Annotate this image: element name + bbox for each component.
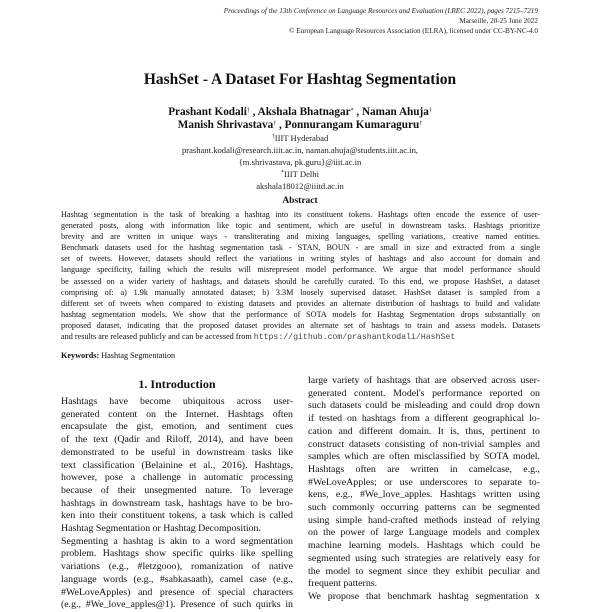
text-line: Hashtags have become ubiquitous across user-	[61, 396, 293, 407]
abstract-heading: Abstract	[282, 196, 318, 206]
abstract-line: Hashtag segmentation is the task of breaking a hashtag into its constituent tokens. Hashtags often encode the essence of user-	[61, 210, 540, 219]
affiliation-mark: *	[281, 170, 285, 176]
author-name: , Naman Ahuja	[356, 106, 429, 118]
abstract-line: language specificity, failing which the results will misrepresent model performance. We argue that model performance should	[61, 265, 540, 275]
dataset-link[interactable]: https://github.com/prashantkodali/HashSet	[253, 333, 456, 343]
text-line: text classification (Belainine et al., 2016). Hashtags,	[61, 459, 293, 471]
text-line: Hashtags often are written in camelcase, e.g.,	[308, 463, 540, 475]
text-line: generated content. Model's performance reported on	[308, 387, 540, 399]
text-line: We propose that benchmark hashtag segmentation x	[308, 590, 540, 602]
email-line: prashant.kodali@research.iiit.ac.in, naman.ahuja@students.iiit.ac.in,	[181, 145, 419, 155]
author-list	[0, 106, 600, 132]
author-name: , Ponnurangam Kumaraguru	[279, 119, 420, 131]
proceedings-line: Proceedings of the 13th Conference on Language Resources and Evaluation (LREC 2022), pages 7215–7219	[223, 7, 538, 15]
author-name: Prashant Kodali	[168, 106, 247, 118]
abstract-line: comprising of: a) 1.9k manually annotated dataset; b) 3.3M loosely supervised dataset. HashSet dataset is sampled from a	[61, 287, 540, 297]
text-line: such commonly occurring patterns can be segmented	[308, 502, 540, 514]
text-line: #WeLoveApples) and presence of special characters	[61, 586, 293, 598]
text-line: machine learning models. Hashtags which could be	[308, 540, 540, 552]
text-line: if tested on hashtags from a different geographical lo-	[308, 413, 540, 425]
affiliation-mark: †	[246, 108, 250, 114]
text-line: of the text (Qadir and Riloff, 2014), and have been	[61, 434, 293, 446]
email-line: {m.shrivastava, pk.guru}@iiit.ac.in	[238, 157, 362, 167]
text-line: encapsulate the gist, emotion, and sentiment cues	[61, 421, 293, 433]
abstract-body	[61, 209, 540, 343]
text-line: variations (e.g., #letzgooo), romanization of native	[61, 561, 293, 573]
keywords-label: Keywords:	[61, 351, 100, 360]
page-header	[224, 6, 538, 36]
text-line: Hashtag Segmentation or Hashtag Decomposition.	[61, 523, 261, 535]
text-line: samples which are often misclassified by SOTA model.	[308, 451, 540, 463]
text-line: (e.g., #We_love_apples@1). Presence of such quirks in	[61, 599, 293, 611]
abstract-line	[61, 331, 540, 343]
abstract-line: Benchmark datasets used for the hashtag segmentation task - STAN, BOUN - are small in size and extracted from a single	[61, 243, 540, 253]
paragraph	[61, 396, 293, 536]
text-line: hashtags in downstream task, hashtags have to be bro-	[61, 497, 293, 509]
text-line: on the power of large Language models and complex	[308, 527, 540, 539]
section-heading-introduction: 1. Introduction	[138, 377, 216, 391]
right-column	[308, 375, 540, 604]
keywords-value: Hashtag Segmentation	[101, 351, 176, 360]
affiliation-mark: †	[428, 108, 432, 114]
text-line: because of their unsegmented nature. To leverage	[61, 484, 293, 496]
abstract-line: set of tweets. However, datasets should reflect the variations in writing styles of hashtags and also account for domain and	[61, 254, 540, 264]
text-line: segmented using such strategies are relatively easy for	[308, 552, 540, 564]
author-name: Manish Shrivastava	[177, 119, 274, 131]
affiliation-name: IIIT Delhi	[284, 169, 319, 179]
license-line: © European Language Resources Association (ELRA), licensed under CC-BY-NC-4.0	[289, 27, 538, 35]
text-line: language words (e.g., #sabkasaath), camel case (e.g.,	[61, 573, 293, 585]
location-line: Marseille, 20-25 June 2022	[459, 17, 538, 25]
keywords	[61, 351, 175, 360]
paragraph	[308, 591, 540, 604]
text-line: #WeLoveApples; or use underscores to separate to-	[308, 476, 540, 488]
author-name: , Akshala Bhatnagar	[252, 106, 351, 118]
text-line: large variety of hashtags that are observed across user-	[308, 375, 540, 386]
text-line: cation and different domain. It is, thus, pertinent to	[308, 425, 540, 437]
affiliations	[0, 132, 600, 192]
text-line: ken into their constituent tokens, a task which is called	[61, 510, 293, 522]
affiliation-name: IIIT Hyderabad	[274, 133, 329, 143]
text-line: however, pose a challenge in automatic processing	[61, 472, 293, 484]
left-column	[61, 396, 293, 612]
text-line: demonstrated to be useful in downstream tasks like	[61, 446, 293, 458]
abstract-line: generated posts, along with information like topic and sentiment, which are useful in downstream tasks. Hashtags prioritize	[61, 221, 540, 231]
text-line: construct datasets consisting of non-trivial samples and	[308, 438, 540, 450]
text-line: using simple hand-crafted methods instead of relying	[308, 514, 540, 526]
abstract-text: and results are released publicly and can be accessed from	[61, 332, 254, 342]
paragraph	[61, 536, 293, 612]
affiliation-mark: †	[271, 134, 275, 140]
affiliation-mark: †	[419, 121, 423, 127]
text-line: Segmenting a hashtag is akin to a word segmentation	[61, 535, 293, 547]
text-line: problem. Hashtags show specific quirks like spelling	[61, 548, 293, 560]
text-line: generated content on the Internet. Hashtags often	[61, 408, 293, 420]
abstract-line: different set of tweets when compared to existing datasets and provides an alternate distribution of hashtags to build and validate	[61, 298, 540, 308]
abstract-line: brevity and are written in unique ways - transliterating and mixing languages, spelling variations, creative named entities.	[61, 232, 540, 242]
text-line: kens, e.g., #We_love_apples. Hashtags written using	[308, 489, 540, 501]
affiliation-mark: *	[350, 108, 354, 114]
paper-title: HashSet - A Dataset For Hashtag Segmentation	[143, 71, 457, 88]
abstract-line: hashtag segmentation models. We show that the performance of SOTA models for Hashtag Segmentation drops substantially on	[61, 309, 540, 319]
affiliation-mark: †	[273, 121, 277, 127]
paragraph	[308, 375, 540, 591]
abstract-line: proposed dataset, indicating that the proposed dataset provides an alternate set of hashtags to train and assess models. Datasets	[61, 320, 540, 330]
abstract-line: be assessed on a wider variety of hashtags, and datasets should be carefully curated. To this end, we propose HashSet, a dataset	[61, 276, 540, 286]
text-line: such datasets could be misleading and could drop down	[308, 400, 540, 412]
text-line: the model to segment since they exhibit peculiar and	[308, 565, 540, 577]
text-line: frequent patterns.	[308, 578, 378, 590]
email-line: akshala18012@iiitd.ac.in	[256, 181, 344, 191]
